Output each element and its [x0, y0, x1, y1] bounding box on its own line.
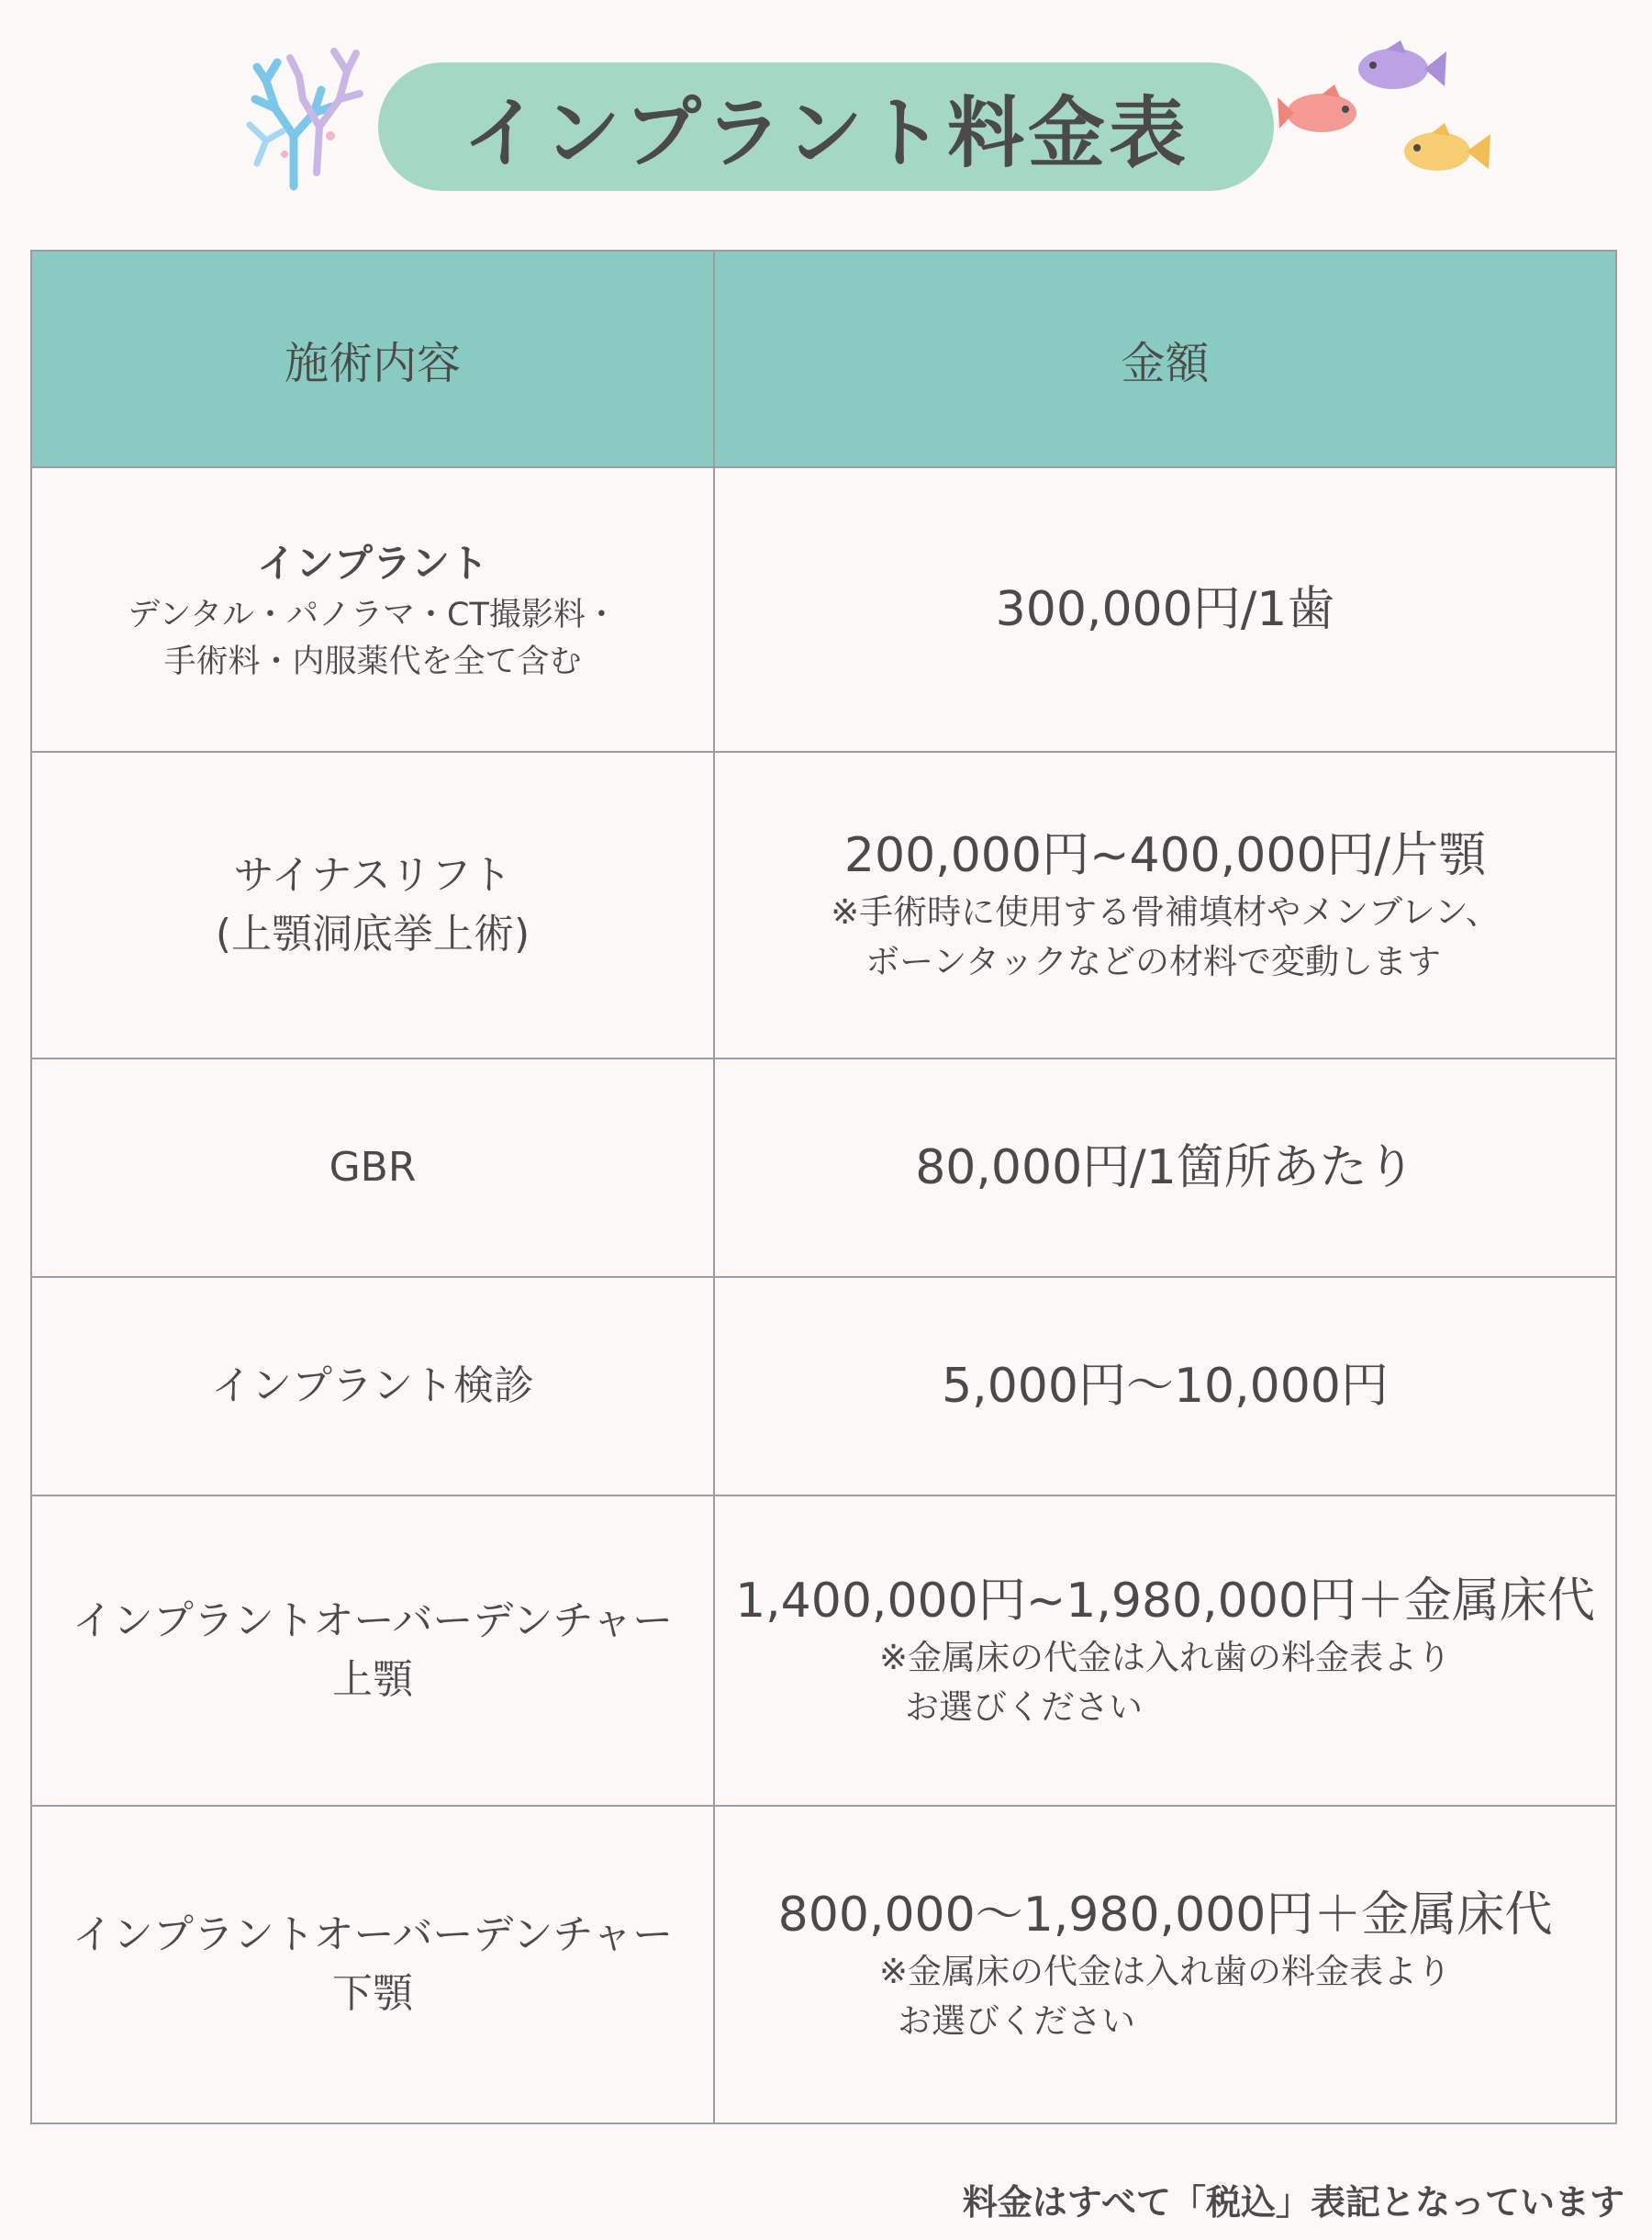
- treatment-column-header: 施術内容: [31, 251, 714, 467]
- table-row: [31, 1277, 1616, 1495]
- price-value: 80,000円/1箇所あたり: [915, 1139, 1415, 1195]
- price-note-line: ※金属床の代金は入れ歯の料金表より: [878, 1952, 1451, 1992]
- treatment-cell: [31, 1495, 714, 1806]
- price-table: [30, 250, 1617, 2124]
- price-note-line: ボーンタックなどの材料で変動します: [865, 942, 1441, 982]
- treatment-name: インプラント検診: [211, 1362, 534, 1410]
- page-header: [0, 0, 1652, 230]
- price-value: 5,000円〜10,000円: [942, 1358, 1389, 1414]
- treatment-name: インプラントオーバーデンチャー: [72, 1911, 674, 1959]
- table-row: [31, 752, 1616, 1058]
- price-cell: [714, 752, 1616, 1058]
- table-header-row: [31, 251, 1616, 467]
- price-note-line: お選びください: [904, 1687, 1143, 1728]
- yellow-fish-icon: [1393, 118, 1494, 182]
- table-row: [31, 1495, 1616, 1806]
- treatment-detail: デンタル・パノラマ・CT撮影料・: [128, 596, 618, 633]
- treatment-name: インプラント: [256, 540, 488, 586]
- treatment-subname: (上顎洞底挙上術): [215, 911, 530, 958]
- treatment-name: サイナスリフト: [233, 852, 512, 900]
- coral-icon: [229, 26, 376, 191]
- treatment-cell: [31, 467, 714, 752]
- page-title: インプラント料金表: [462, 87, 1189, 178]
- table-row: [31, 467, 1616, 752]
- price-cell: [714, 1806, 1616, 2123]
- red-fish-icon: [1276, 81, 1377, 145]
- price-value: 800,000〜1,980,000円＋金属床代: [777, 1887, 1553, 1943]
- treatment-detail: 手術料・内服薬代を全て含む: [163, 643, 582, 680]
- treatment-name: GBR: [329, 1144, 417, 1192]
- treatment-cell: [31, 1806, 714, 2123]
- price-note-line: お選びください: [897, 2001, 1135, 2042]
- treatment-name: インプラントオーバーデンチャー: [72, 1597, 674, 1645]
- treatment-cell: [31, 752, 714, 1058]
- price-cell: [714, 1277, 1616, 1495]
- price-column-header: 金額: [714, 251, 1616, 467]
- price-cell: [714, 1058, 1616, 1277]
- price-cell: [714, 467, 1616, 752]
- price-value: 1,400,000円~1,980,000円＋金属床代: [735, 1574, 1595, 1630]
- table-row: [31, 1058, 1616, 1277]
- treatment-subname: 下顎: [332, 1970, 413, 2017]
- tax-note: 料金はすべて「税込」表記となっています: [962, 2182, 1624, 2223]
- price-note: [879, 1947, 1451, 2045]
- price-note-line: ※手術時に使用する骨補填材やメンブレン、: [831, 892, 1500, 933]
- price-cell: [714, 1495, 1616, 1806]
- price-value: 200,000円~400,000円/片顎: [843, 828, 1487, 884]
- table-row: [31, 1806, 1616, 2123]
- price-value: 300,000円/1歯: [995, 581, 1335, 637]
- treatment-subname: 上顎: [332, 1656, 413, 1703]
- price-note: [879, 1633, 1451, 1731]
- price-note-line: ※金属床の代金は入れ歯の料金表より: [878, 1638, 1451, 1678]
- title-banner: [378, 62, 1274, 191]
- price-note: [831, 888, 1500, 986]
- treatment-cell: [31, 1277, 714, 1495]
- treatment-cell: [31, 1058, 714, 1277]
